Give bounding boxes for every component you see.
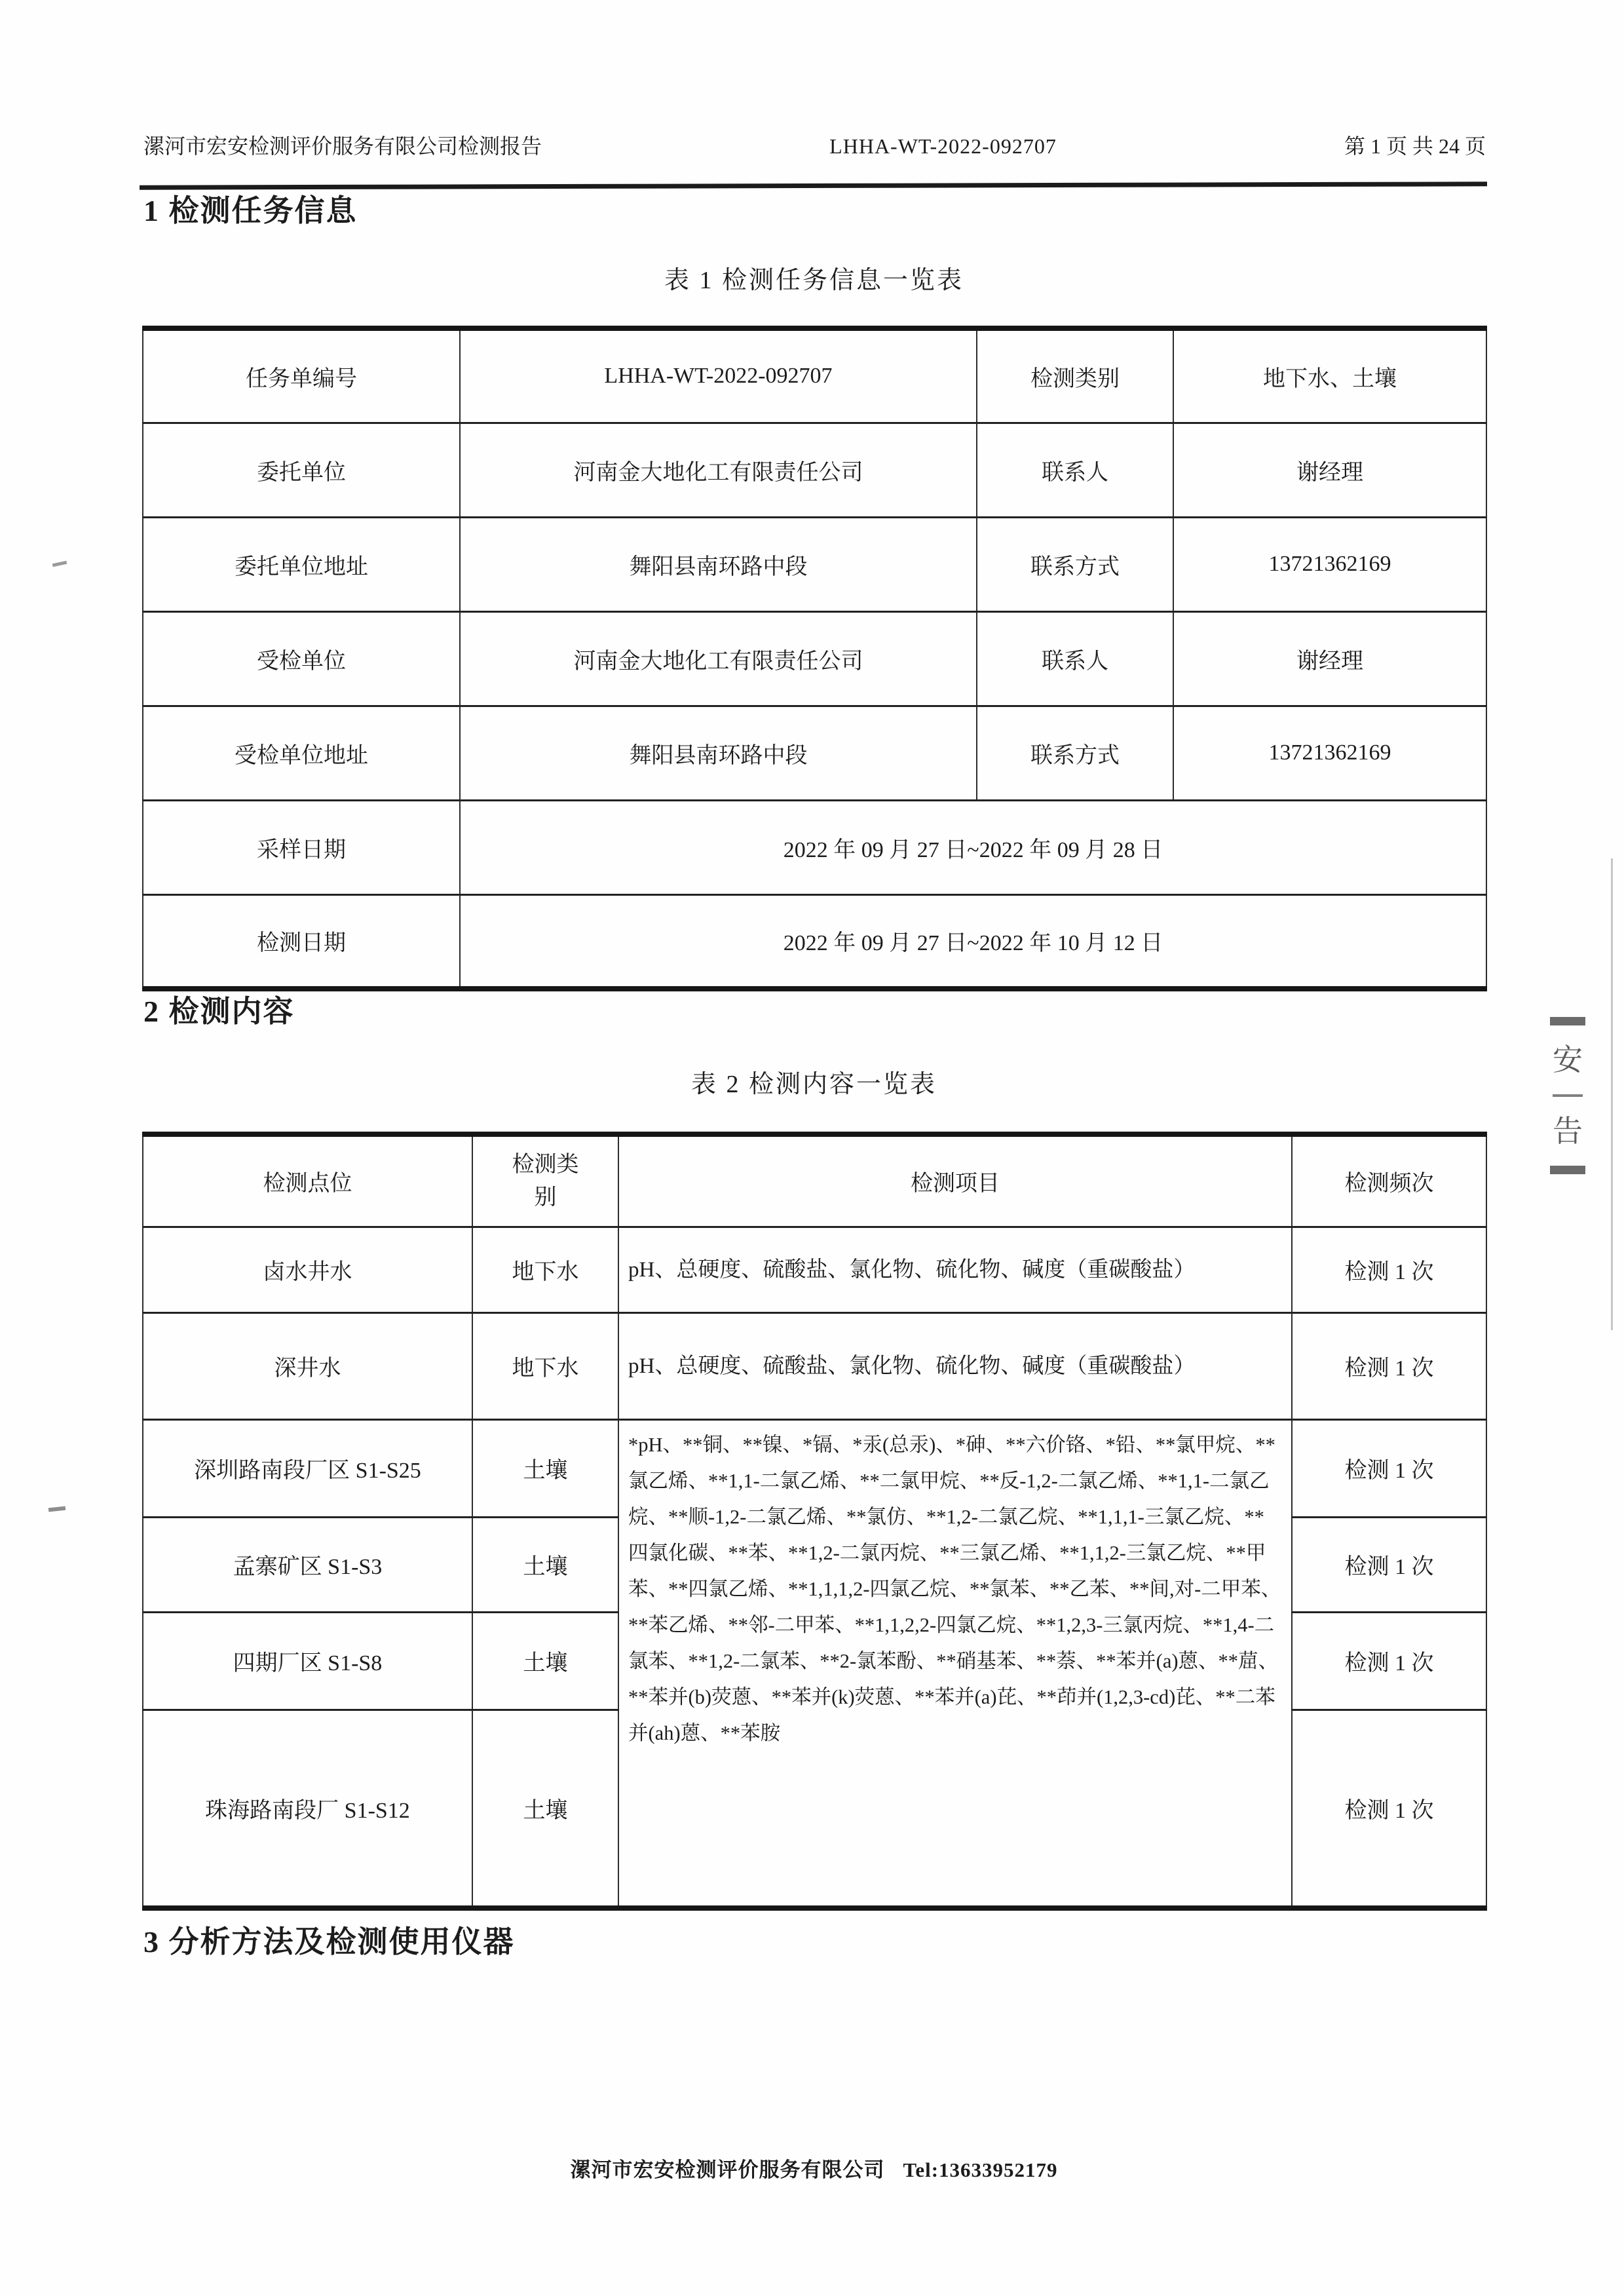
stamp-char: 安 (1553, 1043, 1583, 1077)
table2-title: 表 2 检测内容一览表 (690, 1071, 937, 1098)
row-value: 舞阳县南环路中段 (460, 706, 977, 800)
stamp-bar-top (1550, 1017, 1585, 1025)
frequency-cell: 检测 1 次 (1292, 1612, 1486, 1710)
page-footer (142, 2153, 1486, 2183)
test-content-table (142, 1132, 1487, 1911)
frequency-cell: 检测 1 次 (1292, 1710, 1486, 1907)
items-cell: pH、总硬度、硫酸盐、氯化物、硫化物、碱度（重碳酸盐） (618, 1227, 1292, 1312)
scan-edge-shadow (1611, 858, 1613, 1330)
footer-telephone: Tel:13633952179 (903, 2158, 1058, 2181)
row-value: LHHA-WT-2022-092707 (460, 328, 977, 423)
table-row (143, 611, 1486, 706)
row-label: 联系方式 (977, 706, 1173, 800)
table-row (143, 1419, 1486, 1517)
row-label: 联系人 (977, 423, 1173, 517)
site-cell: 珠海路南段厂 S1-S12 (143, 1710, 472, 1907)
row-label: 采样日期 (143, 800, 460, 894)
row-value: 谢经理 (1173, 611, 1486, 706)
items-cell: pH、总硬度、硫酸盐、氯化物、硫化物、碱度（重碳酸盐） (618, 1312, 1292, 1419)
table-row (143, 423, 1486, 517)
category-cell: 土壤 (472, 1517, 618, 1612)
header-company-report: 漯河市宏安检测评价服务有限公司检测报告 (143, 134, 542, 158)
table-row (143, 328, 1486, 423)
row-label: 检测日期 (143, 894, 460, 989)
column-header-category: 检测类别 (472, 1134, 618, 1227)
page-header (143, 131, 1486, 161)
site-cell: 深圳路南段厂区 S1-S25 (143, 1419, 472, 1517)
header-report-number: LHHA-WT-2022-092707 (829, 134, 1057, 158)
table-row (143, 1312, 1486, 1419)
category-cell: 土壤 (472, 1612, 618, 1710)
row-label: 联系人 (977, 611, 1173, 706)
table-row (143, 894, 1486, 989)
row-label: 委托单位地址 (143, 517, 460, 611)
category-cell: 地下水 (472, 1227, 618, 1312)
category-cell: 地下水 (472, 1312, 618, 1419)
site-cell: 孟寨矿区 S1-S3 (143, 1517, 472, 1612)
section2-heading: 2 检测内容 (143, 995, 295, 1028)
row-value: 河南金大地化工有限责任公司 (460, 611, 977, 706)
stamp-bar-bottom (1550, 1166, 1585, 1174)
row-label: 联系方式 (977, 517, 1173, 611)
frequency-cell: 检测 1 次 (1292, 1517, 1486, 1612)
row-value: 13721362169 (1173, 706, 1486, 800)
scan-mark (48, 1506, 66, 1512)
row-label: 受检单位地址 (143, 706, 460, 800)
scan-mark (52, 561, 67, 567)
column-header-site: 检测点位 (143, 1134, 472, 1227)
category-cell: 土壤 (472, 1419, 618, 1517)
column-header-frequency: 检测频次 (1292, 1134, 1486, 1227)
row-label: 委托单位 (143, 423, 460, 517)
row-value: 河南金大地化工有限责任公司 (460, 423, 977, 517)
row-value: 13721362169 (1173, 517, 1486, 611)
frequency-cell: 检测 1 次 (1292, 1419, 1486, 1517)
row-value-merged: 2022 年 09 月 27 日~2022 年 09 月 28 日 (460, 800, 1486, 894)
site-cell: 四期厂区 S1-S8 (143, 1612, 472, 1710)
soil-items-text: *pH、**铜、**镍、*镉、*汞(总汞)、*砷、**六价铬、*铅、**氯甲烷、**氯乙烯、**1,1-二氯乙烯、**二氯甲烷、**反-1,2-二氯乙烯、**1,1-二氯乙烷、**顺-1,2-二氯乙烯、**氯仿、**1,2-二氯乙烷、**1,1,1-三氯乙烷、**四氯化碳、**苯、**1,2-二氯丙烷、**三氯乙烯、**1,1,2-三氯乙烷、**甲苯、**四氯乙烯、**1,1,1,2-四氯乙烷、**氯苯、**乙苯、**间,对-二甲苯、**苯乙烯、**邻-二甲苯、**1,1,2,2-四氯乙烷、**1,2,3-三氯丙烷、**1,4-二氯苯、**1,2-二氯苯、**2-氯苯酚、**硝基苯、**萘、**苯并(a)蒽、**䓛、**苯并(b)荧蒽、**苯并(k)荧蒽、**苯并(a)芘、**茚并(1,2,3-cd)芘、**二苯并(ah)蒽、**苯胺 (628, 1433, 1281, 1744)
row-value-merged: 2022 年 09 月 27 日~2022 年 10 月 12 日 (460, 894, 1486, 989)
row-value: 谢经理 (1173, 423, 1486, 517)
row-label: 检测类别 (977, 328, 1173, 423)
frequency-cell: 检测 1 次 (1292, 1312, 1486, 1419)
row-label: 任务单编号 (143, 328, 460, 423)
row-value: 地下水、土壤 (1173, 328, 1486, 423)
side-stamp-fragment (1549, 1017, 1587, 1174)
header-divider (140, 182, 1487, 189)
row-label: 受检单位 (143, 611, 460, 706)
task-info-table (142, 326, 1487, 991)
table-row (143, 800, 1486, 894)
row-value: 舞阳县南环路中段 (460, 517, 977, 611)
table-row (143, 517, 1486, 611)
category-cell: 土壤 (472, 1710, 618, 1907)
site-cell: 深井水 (143, 1312, 472, 1419)
section1-heading: 1 检测任务信息 (143, 194, 358, 227)
table-row (143, 1227, 1486, 1312)
footer-company: 漯河市宏安检测评价服务有限公司 (570, 2158, 885, 2181)
section3-heading: 3 分析方法及检测使用仪器 (143, 1925, 515, 1959)
frequency-cell: 检测 1 次 (1292, 1227, 1486, 1312)
soil-items-cell (618, 1419, 1292, 1908)
site-cell: 卤水井水 (143, 1227, 472, 1312)
header-page-info: 第 1 页 共 24 页 (1344, 134, 1486, 158)
stamp-char: 告 (1553, 1114, 1583, 1148)
table-row (143, 706, 1486, 800)
table1-title: 表 1 检测任务信息一览表 (664, 267, 964, 294)
stamp-divider (1553, 1094, 1583, 1097)
table-header-row (143, 1134, 1486, 1227)
column-header-items: 检测项目 (618, 1134, 1292, 1227)
